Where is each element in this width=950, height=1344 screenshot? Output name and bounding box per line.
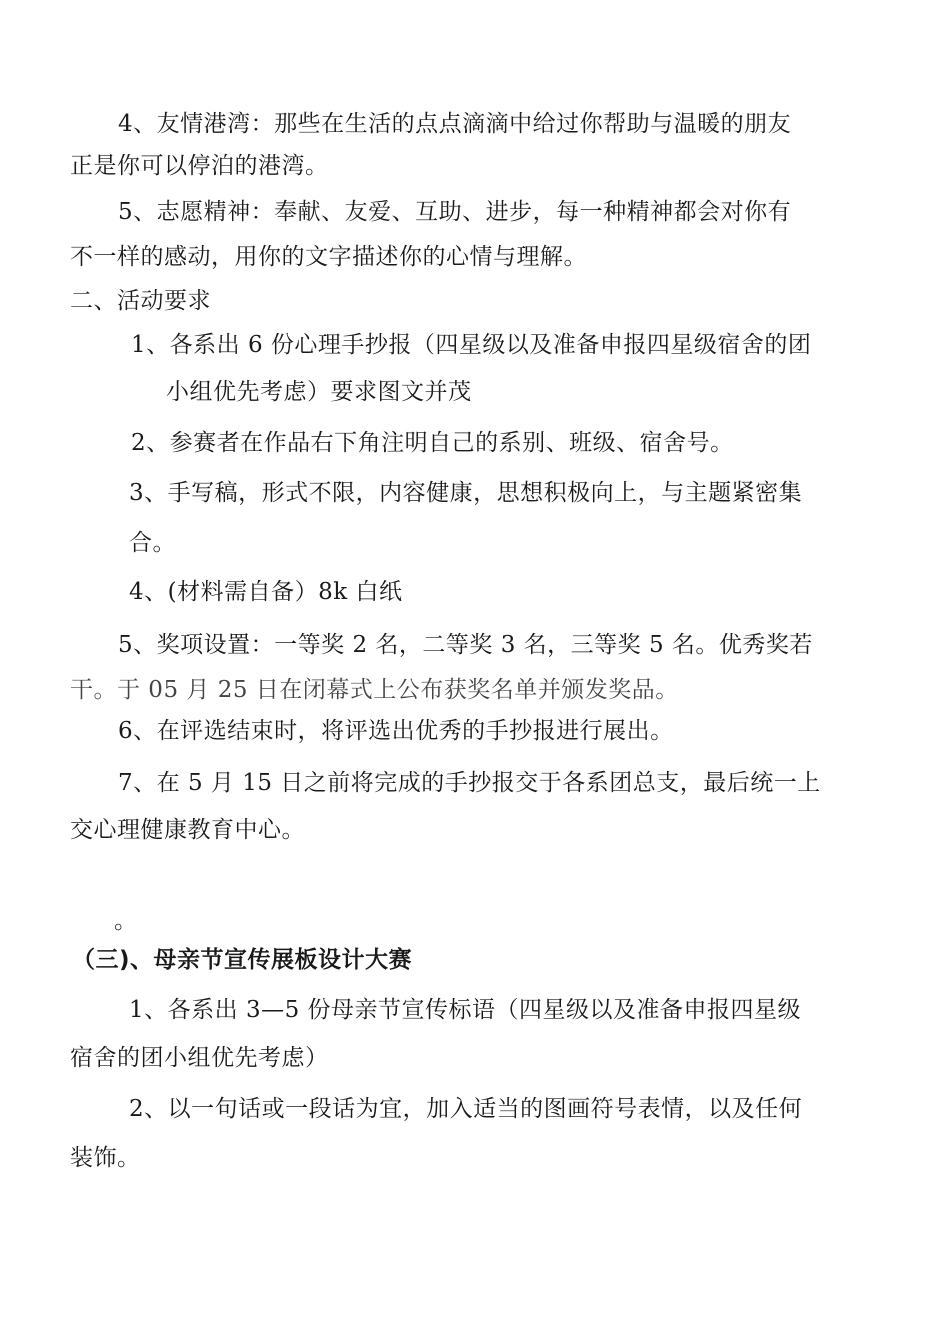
paragraph-line: 4、(材料需自备）8k 白纸 <box>129 579 403 605</box>
paragraph-line: 5、奖项设置：一等奖 2 名，二等奖 3 名，三等奖 5 名。优秀奖若 <box>118 632 813 658</box>
paragraph-line: 交心理健康教育中心。 <box>70 817 305 843</box>
paragraph-line: 5、志愿精神：奉献、友爱、互助、进步，每一种精神都会对你有 <box>118 199 792 225</box>
paragraph-line: 不一样的感动，用你的文字描述你的心情与理解。 <box>70 244 587 270</box>
paragraph-line: 宿舍的团小组优先考虑） <box>70 1045 329 1071</box>
paragraph-line: 正是你可以停泊的港湾。 <box>70 153 329 179</box>
paragraph-line: 1、各系出 3—5 份母亲节宣传标语（四星级以及准备申报四星级 <box>129 997 802 1023</box>
paragraph-line: 。 <box>114 908 138 934</box>
paragraph-line: 干。于 05 月 25 日在闭幕式上公布获奖名单并颁发奖品。 <box>70 677 679 703</box>
paragraph-line: 装饰。 <box>70 1145 141 1171</box>
paragraph-line: 4、友情港湾：那些在生活的点点滴滴中给过你帮助与温暖的朋友 <box>118 111 792 137</box>
section-heading: （三)、母亲节宣传展板设计大赛 <box>72 947 413 973</box>
paragraph-line: 7、在 5 月 15 日之前将完成的手抄报交于各系团总支，最后统一上 <box>118 770 821 796</box>
paragraph-line: 2、参赛者在作品右下角注明自己的系别、班级、宿舍号。 <box>131 430 734 456</box>
paragraph-line: 小组优先考虑）要求图文并茂 <box>166 379 472 405</box>
paragraph-line: 2、以一句话或一段话为宜，加入适当的图画符号表情，以及任何 <box>129 1096 803 1122</box>
paragraph-line: 3、手写稿，形式不限，内容健康，思想积极向上，与主题紧密集 <box>129 480 803 506</box>
paragraph-line: 6、在评选结束时，将评选出优秀的手抄报进行展出。 <box>118 718 674 744</box>
paragraph-line: 合。 <box>129 530 176 556</box>
section-heading: 二、活动要求 <box>70 288 211 314</box>
paragraph-line: 1、各系出 6 份心理手抄报（四星级以及准备申报四星级宿舍的团 <box>131 332 812 358</box>
